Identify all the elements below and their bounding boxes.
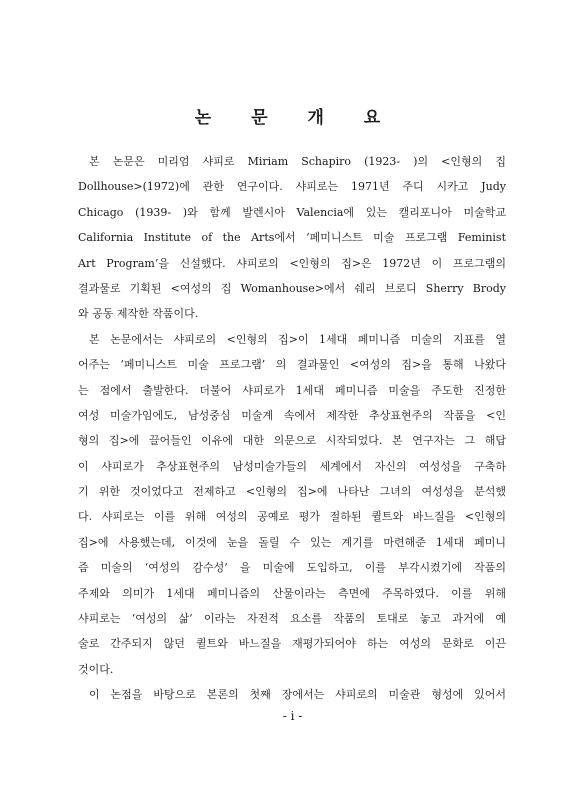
text-line: 이 샤피로가 추상표현주의 남성미술가들의 세계에서 자신의 여성성을 구축하 [78,459,506,473]
text-line: 즘 미술의 ‘여성의 감수성’ 을 미술에 도입하고, 이를 부각시켰기에 작품의 [78,561,506,575]
text-line: 형의 집>에 끌어들인 이유에 대한 의문으로 시작되었다. 본 연구자는 그 해답 [78,434,506,448]
page-title: 논 문 개 요 [194,108,391,128]
text-line: 것이다. [78,662,114,676]
abstract-body [78,149,506,708]
paragraph-3 [78,682,506,707]
paragraph-1 [78,149,506,327]
text-line: California Institute of the Arts에서 ‘페미니스트 미술 프로그램 Feminist [78,231,506,245]
text-line: 결과물로 기획된 <여성의 집 Womanhouse>에서 쉐리 브로디 Sherry Brody [78,281,506,295]
page-number: - i - [282,709,303,723]
text-line: 본 논문은 미리엄 샤피로 Miriam Schapiro (1923- )의 <인형의 집 [89,155,506,168]
text-line: 집>에 사용했는데, 이것에 눈을 돌릴 수 있는 계기를 마련해준 1세대 페미니 [78,535,506,549]
text-line: 어주는 ‘페미니스트 미술 프로그램’ 의 결과물인 <여성의 집>을 통해 나왔다 [78,358,506,372]
text-line: Dollhouse>(1972)에 관한 연구이다. 샤피로는 1971년 주디 시카고 Judy [78,180,506,194]
text-line: Chicago (1939- )와 함께 발렌시아 Valencia에 있는 캘리포니아 미술학교 [78,205,506,219]
paragraph-2 [78,327,506,682]
text-line: 다. 샤피로는 이를 위해 여성의 공예로 평가 절하된 퀼트와 바느질을 <인형의 [78,510,506,524]
text-line: 주제와 의미가 1세대 페미니즘의 산물이라는 측면에 주목하였다. 이를 위해 [78,586,506,600]
text-line: 와 공동 제작한 작품이다. [78,307,199,321]
text-line: 여성 미술가임에도, 남성중심 미술계 속에서 제작한 추상표현주의 작품을 <인 [78,408,506,422]
text-line: 본 논문에서는 샤피로의 <인형의 집>이 1세대 페미니즘 미술의 지표를 열 [89,332,506,346]
text-line: 샤피로는 ‘여성의 삶’ 이라는 자전적 요소를 작품의 토대로 놓고 과거에 예 [78,612,506,626]
text-line: 기 위한 것이었다고 전제하고 <인형의 집>에 나타난 그녀의 여성성을 분석했 [78,485,506,499]
text-line: Art Program’을 신설했다. 샤피로의 <인형의 집>은 1972년 이 프로그램의 [78,256,506,270]
text-line: 술로 간주되지 않던 퀼트와 바느질을 재평가되어야 하는 여성의 문화로 이끈 [78,637,506,651]
text-line: 이 논점을 바탕으로 본론의 첫째 장에서는 샤피로의 미술관 형성에 있어서 [89,688,506,702]
text-line: 는 점에서 출발한다. 더불어 샤피로가 1세대 페미니즘 미술을 주도한 진정한 [78,383,506,397]
